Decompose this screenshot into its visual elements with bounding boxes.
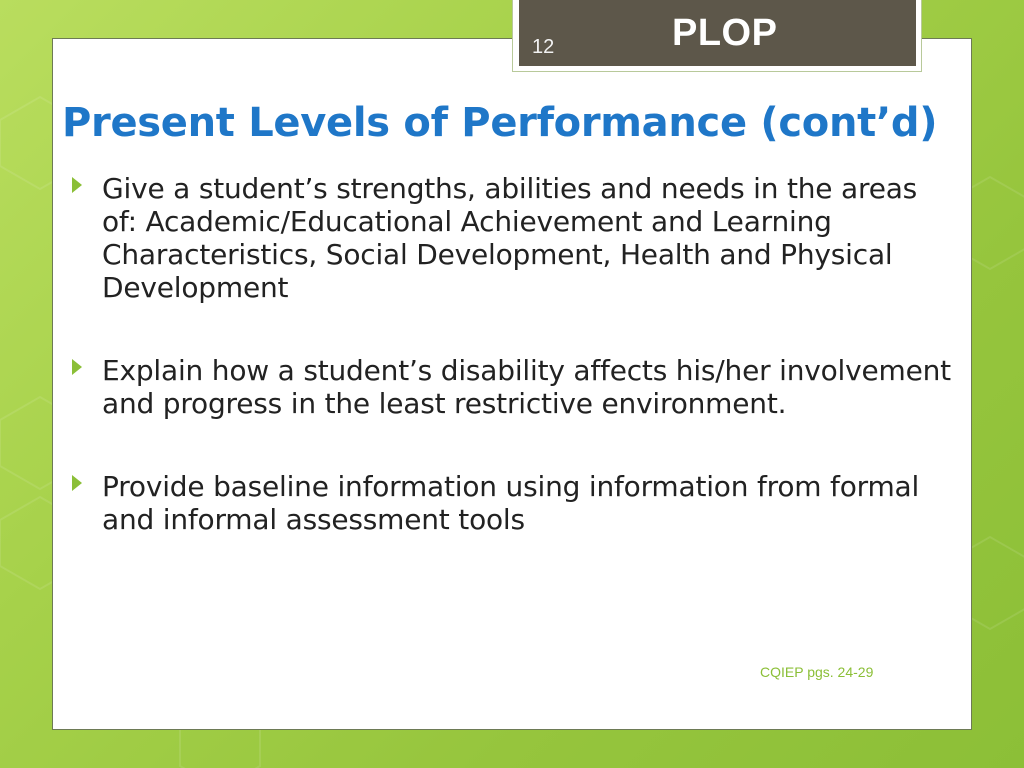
triangle-right-icon <box>72 475 82 491</box>
bullet-text: Explain how a student’s disability affects his/her involvement and progress in the least restrictive environment. <box>102 354 951 420</box>
bullet-item <box>70 354 960 420</box>
slide-number: 12 <box>532 36 555 58</box>
bullet-list <box>70 172 960 586</box>
bullet-item <box>70 172 960 304</box>
footer-reference: CQIEP pgs. 24-29 <box>760 664 874 680</box>
tab-title: PLOP <box>672 12 778 54</box>
bullet-item <box>70 470 960 536</box>
bullet-text: Provide baseline information using information from formal and informal assessment tools <box>102 470 920 536</box>
bullet-text: Give a student’s strengths, abilities and needs in the areas of: Academic/Educational Achievement and Learning Characteristics, Social Development, Health and Physical Development <box>102 172 918 304</box>
triangle-right-icon <box>72 177 82 193</box>
slide-title: Present Levels of Performance (cont’d) <box>62 100 938 146</box>
triangle-right-icon <box>72 359 82 375</box>
